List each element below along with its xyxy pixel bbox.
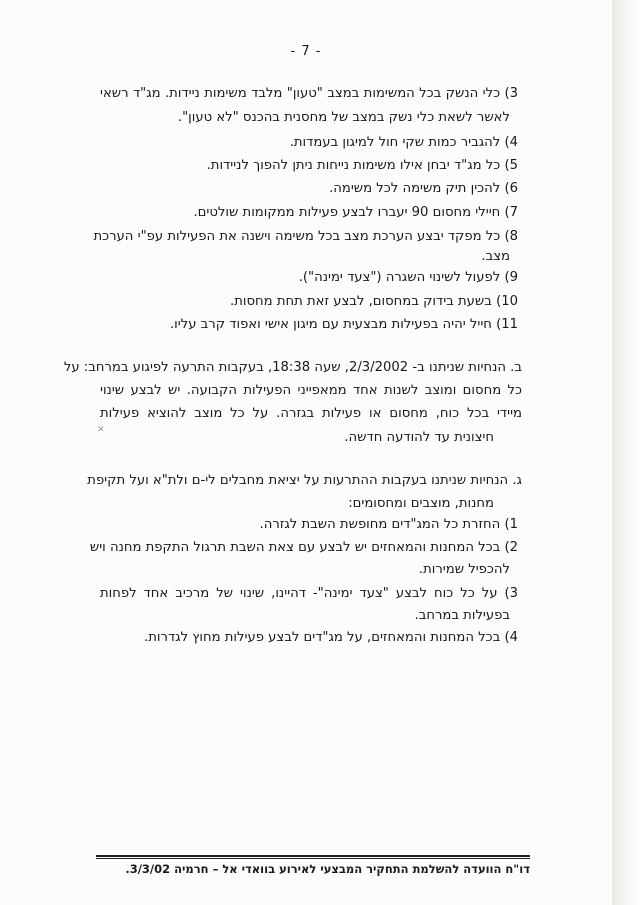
list-item-line: 8) כל מפקד יבצע הערכת מצב בכל משימה וישנה את הפעילות עפ"י הערכת <box>93 229 518 244</box>
paragraph-line: ב. הנחיות שניתנו ב- 2/3/2002, שעה 18:38, בעקבות התרעה לפיגוע במרחב: על <box>63 360 522 375</box>
paragraph-line: מיידי בכל כוח, מחסום או פעילות בגזרה. על כל מוצב להוציא פעילות <box>100 406 522 421</box>
list-item-line: 3) כלי הנשק בכל המשימות במצב "טעון" מלבד משימות ניידות. מג"ד רשאי <box>100 86 518 101</box>
list-item-line: 3) על כל כוח לבצע "צעד ימינה"- דהיינו, שינוי של מרכיב אחד לפחות <box>100 586 518 601</box>
list-item-line: 11) חייל יהיה בפעילות מבצעית עם מיגון אישי ואפוד קרב עליו. <box>169 317 518 332</box>
paragraph-line: חיצונית עד להודעה חדשה. <box>344 430 494 445</box>
list-item-line: 7) חיילי מחסום 90 יעברו לבצע פעילות ממקומות שולטים. <box>193 205 518 220</box>
list-item-line: 4) להגביר כמות שקי חול למיגון בעמדות. <box>289 135 518 150</box>
list-item-line: 2) בכל המחנות והמאחזים יש לבצע עם צאת השבת תרגול התקפת מחנה ויש <box>89 540 518 555</box>
list-item-line: מצב. <box>481 249 510 264</box>
scan-mark: ✕ <box>97 425 105 435</box>
paragraph-line: כל מחסום ומוצב לשנות אחד ממאפייני הפעילות הקבועה. יש לבצע שינוי <box>100 383 522 398</box>
list-item-line: 4) בכל המחנות והמאחזים, על מג"דים לבצע פעילות מחוץ לגדרות. <box>144 630 518 645</box>
footer-text: דו"ח הוועדה להשלמת התחקיר המבצעי לאירוע בוואדי אל – חרמיה 3/3/02. <box>125 862 530 876</box>
list-item-line: בפעילות במרחב. <box>414 608 510 623</box>
list-item-line: 6) להכין תיק משימה לכל משימה. <box>329 181 518 196</box>
footer-rule <box>96 858 530 859</box>
list-item-line: 9) לפעול לשינוי השגרה ("צעד ימינה"). <box>298 270 518 285</box>
list-item-line: לאשר לשאת כלי נשק במצב של מחסנית בהכנס "לא טעון". <box>177 110 510 125</box>
paragraph-line: ג. הנחיות שניתנו בעקבות ההתרעות על יציאת מחבלים לי-ם ולת"א ועל תקיפת <box>87 473 522 488</box>
paragraph-line: מחנות, מוצבים ומחסומים: <box>348 496 494 511</box>
list-item-line: 5) כל מג"ד יבחן אילו משימות נייחות ניתן להפוך לניידות. <box>206 158 518 173</box>
page-number: - 7 - <box>290 44 322 59</box>
list-item-line: להכפיל שמירות. <box>418 562 510 577</box>
footer-rule <box>96 855 530 857</box>
page-edge-shadow <box>612 0 640 905</box>
list-item-line: 1) החזרת כל המג"דים מחופשת השבת לגזרה. <box>259 517 518 532</box>
list-item-line: 10) בשעת בידוק במחסום, לבצע זאת תחת מחסות. <box>230 294 518 309</box>
